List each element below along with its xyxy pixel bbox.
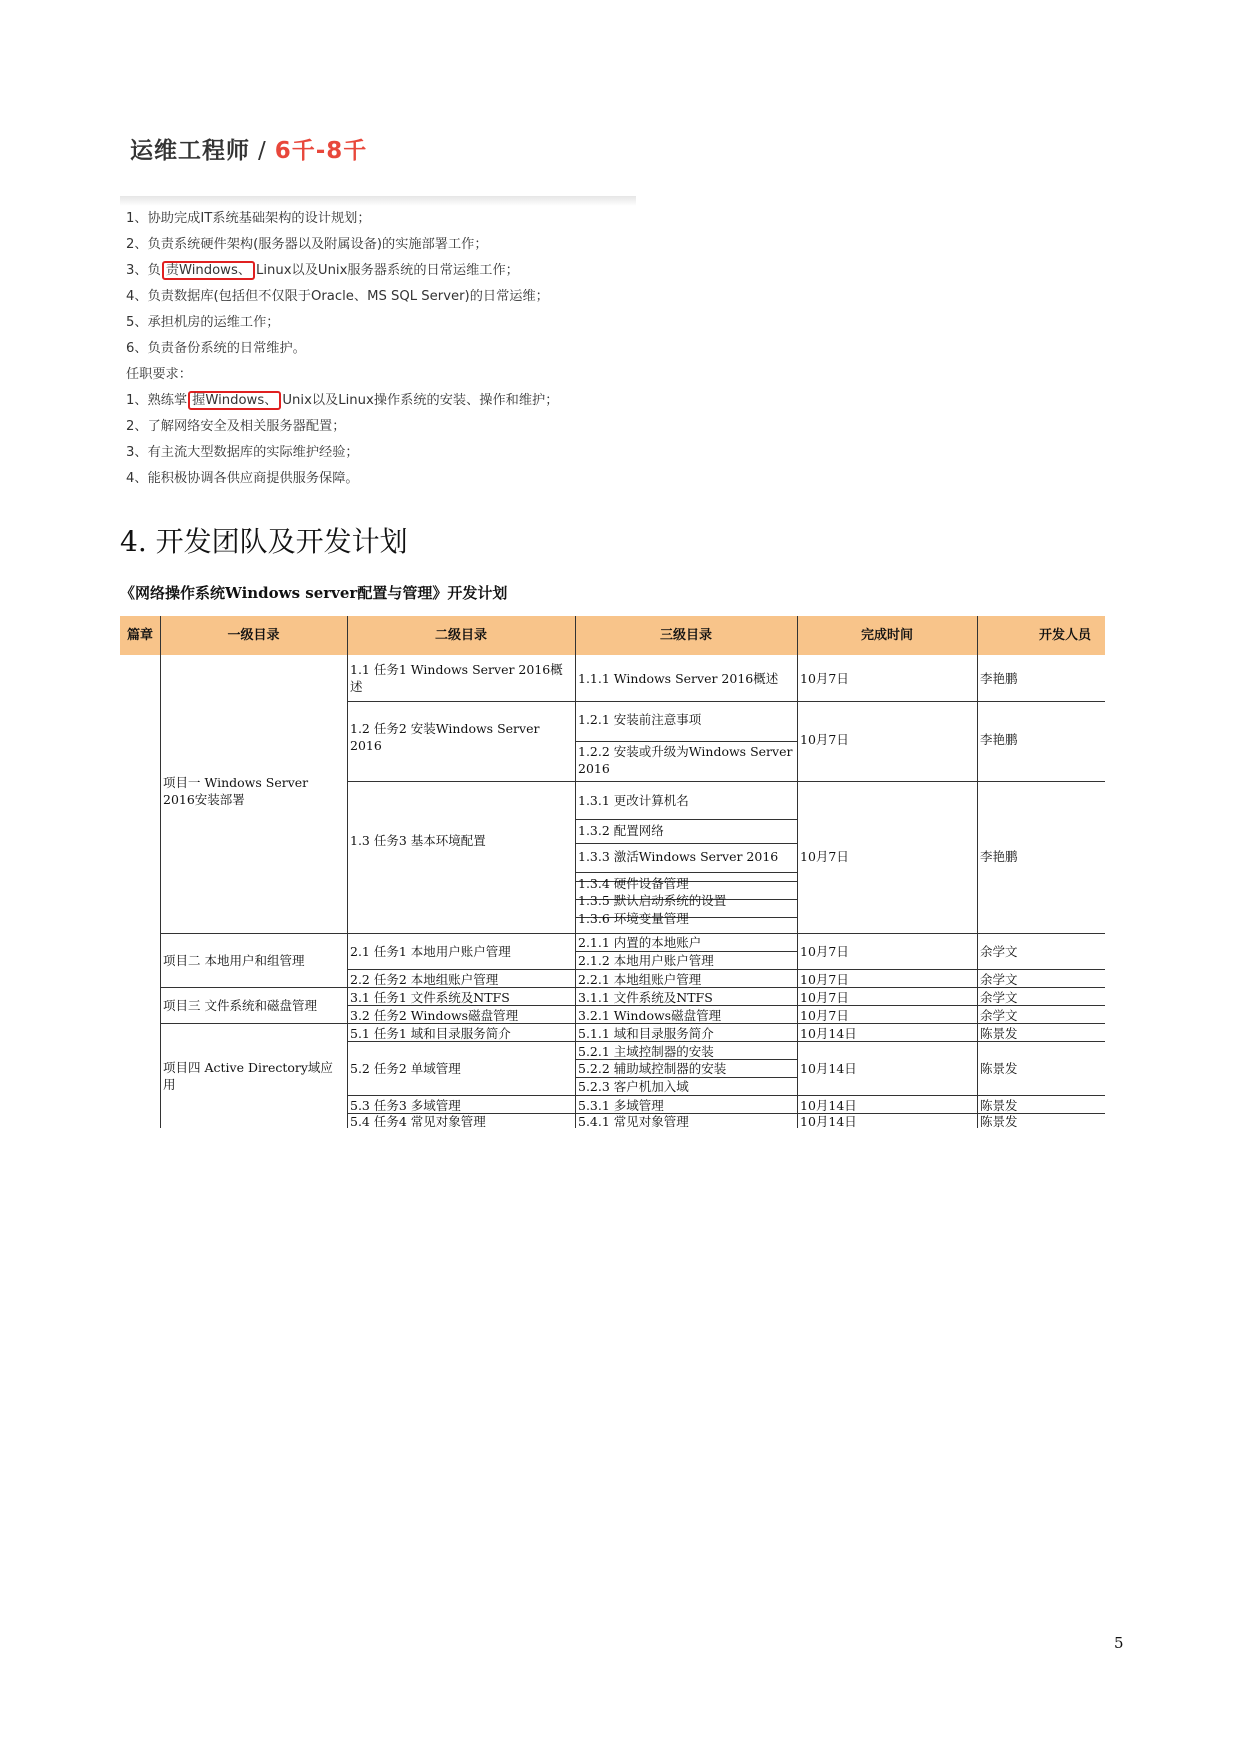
developer-cell: 余学文	[980, 944, 1018, 959]
date-cell: 10月7日	[800, 849, 849, 864]
level3-cell: 5.2.2 辅助域控制器的安装	[578, 1061, 727, 1076]
developer-cell: 陈景发	[980, 1026, 1018, 1041]
level2-cell: 2.2 任务2 本地组账户管理	[350, 972, 499, 987]
level3-cell: 3.1.1 文件系统及NTFS	[578, 990, 713, 1005]
level2-cell: 2.1 任务1 本地用户账户管理	[350, 944, 511, 959]
level2-cell: 5.3 任务3 多域管理	[350, 1098, 461, 1113]
grid-line	[347, 701, 1105, 702]
level3-cell: 1.1.1 Windows Server 2016概述	[578, 671, 779, 686]
developer-cell: 李艳鹏	[980, 849, 1018, 864]
level3-cell: 5.1.1 域和目录服务简介	[578, 1026, 714, 1041]
level2-cell: 5.1 任务1 域和目录服务简介	[350, 1026, 511, 1041]
level1-cell: 项目四 Active Directory域应用	[163, 1060, 333, 1092]
level3-cell: 1.2.1 安装前注意事项	[578, 712, 702, 727]
level2-cell: 5.2 任务2 单域管理	[350, 1061, 461, 1076]
job-title: 运维工程师 / 6千-8千	[130, 138, 368, 164]
header-cell: 开发人员	[1038, 628, 1091, 643]
highlight-box: 握Windows、	[188, 391, 281, 410]
grid-line	[160, 616, 161, 1128]
highlight-box: 责Windows、	[162, 261, 255, 280]
grid-line	[575, 872, 797, 873]
level1-cell: 项目二 本地用户和组管理	[163, 953, 305, 968]
level2-cell: 3.2 任务2 Windows磁盘管理	[350, 1008, 519, 1023]
level3-cell: 2.1.1 内置的本地账户	[578, 935, 702, 950]
section-heading: 4. 开发团队及开发计划	[120, 525, 408, 558]
developer-cell: 陈景发	[980, 1098, 1018, 1113]
duty-line: 4、负责数据库(包括但不仅限于Oracle、MS SQL Server)的日常运维；	[126, 289, 549, 304]
level3-cell: 1.3.4 硬件设备管理	[578, 876, 689, 891]
level3-cell: 5.3.1 多域管理	[578, 1098, 664, 1113]
date-cell: 10月7日	[800, 972, 849, 987]
level2-cell: 1.2 任务2 安装Windows Server 2016	[350, 721, 540, 753]
grid-line	[347, 1095, 1105, 1096]
developer-cell: 陈景发	[980, 1061, 1018, 1076]
requirements-heading: 任职要求：	[126, 367, 192, 382]
level3-cell: 1.3.1 更改计算机名	[578, 793, 689, 808]
date-cell: 10月7日	[800, 671, 849, 686]
req-line: 2、了解网络安全及相关服务器配置；	[126, 419, 346, 434]
level3-cell: 5.2.1 主域控制器的安装	[578, 1044, 714, 1059]
duty-line: 3、负 责Windows、 Linux以及Unix服务器系统的日常运维工作；	[126, 263, 519, 278]
level2-cell: 3.1 任务1 文件系统及NTFS	[350, 990, 510, 1005]
req-line: 3、有主流大型数据库的实际维护经验；	[126, 445, 359, 460]
level2-cell: 1.3 任务3 基本环境配置	[350, 833, 486, 848]
date-cell: 10月7日	[800, 990, 849, 1005]
level3-cell: 1.3.6 环境变量管理	[578, 911, 689, 926]
developer-cell: 李艳鹏	[980, 732, 1018, 747]
duty-line: 6、负责备份系统的日常维护。	[126, 341, 306, 356]
developer-cell: 李艳鹏	[980, 671, 1018, 686]
header-cell: 二级目录	[434, 628, 487, 643]
level3-cell: 5.2.3 客户机加入域	[578, 1079, 689, 1094]
grid-line	[575, 819, 797, 820]
level3-cell: 1.3.5 默认启动系统的设置	[578, 893, 727, 908]
header-cell: 完成时间	[860, 628, 913, 643]
date-cell: 10月7日	[800, 944, 849, 959]
grid-line	[347, 781, 1105, 782]
level3-cell: 2.2.1 本地组账户管理	[578, 972, 702, 987]
level2-cell: 1.1 任务1 Windows Server 2016概述	[350, 662, 563, 694]
grid-line	[797, 616, 798, 1128]
level3-cell: 1.3.3 激活Windows Server 2016	[578, 849, 779, 864]
date-cell: 10月14日	[800, 1114, 857, 1129]
level3-cell: 5.4.1 常见对象管理	[578, 1114, 689, 1129]
header-cell: 篇章	[126, 628, 153, 643]
developer-cell: 余学文	[980, 990, 1018, 1005]
level3-cell: 1.2.2 安装或升级为Windows Server 2016	[578, 744, 793, 776]
grid-line	[575, 741, 797, 742]
duty-line: 5、承担机房的运维工作；	[126, 315, 280, 330]
date-cell: 10月7日	[800, 1008, 849, 1023]
job-salary: 6千-8千	[274, 138, 368, 164]
page-number: 5	[1114, 1634, 1124, 1652]
grid-line	[977, 616, 978, 1128]
developer-cell: 陈景发	[980, 1114, 1018, 1129]
req-line: 1、熟练掌 握Windows、 Unix以及Linux操作系统的安装、操作和维护；	[126, 393, 559, 408]
grid-line	[575, 843, 797, 844]
level3-cell: 2.1.2 本地用户账户管理	[578, 953, 714, 968]
grid-line	[347, 616, 348, 1128]
level3-cell: 1.3.2 配置网络	[578, 823, 664, 838]
date-cell: 10月14日	[800, 1026, 857, 1041]
job-posting-image	[120, 120, 636, 502]
level1-cell: 项目三 文件系统和磁盘管理	[163, 998, 317, 1013]
duty-line: 2、负责系统硬件架构(服务器以及附属设备)的实施部署工作；	[126, 237, 488, 252]
header-cell: 一级目录	[227, 628, 280, 643]
duty-line: 1、协助完成IT系统基础架构的设计规划；	[126, 211, 371, 226]
req-line: 4、能积极协调各供应商提供服务保障。	[126, 471, 359, 486]
development-plan-table	[120, 616, 1105, 1128]
date-cell: 10月14日	[800, 1061, 857, 1076]
table-caption: 《网络操作系统Windows server配置与管理》开发计划	[120, 584, 508, 602]
grid-line	[347, 969, 1105, 970]
header-cell: 三级目录	[659, 628, 712, 643]
developer-cell: 余学文	[980, 972, 1018, 987]
divider	[120, 196, 636, 206]
date-cell: 10月14日	[800, 1098, 857, 1113]
level2-cell: 5.4 任务4 常见对象管理	[350, 1114, 486, 1129]
level3-cell: 3.2.1 Windows磁盘管理	[578, 1008, 722, 1023]
level1-cell: 项目一 Windows Server 2016安装部署	[163, 775, 309, 807]
developer-cell: 余学文	[980, 1008, 1018, 1023]
date-cell: 10月7日	[800, 732, 849, 747]
